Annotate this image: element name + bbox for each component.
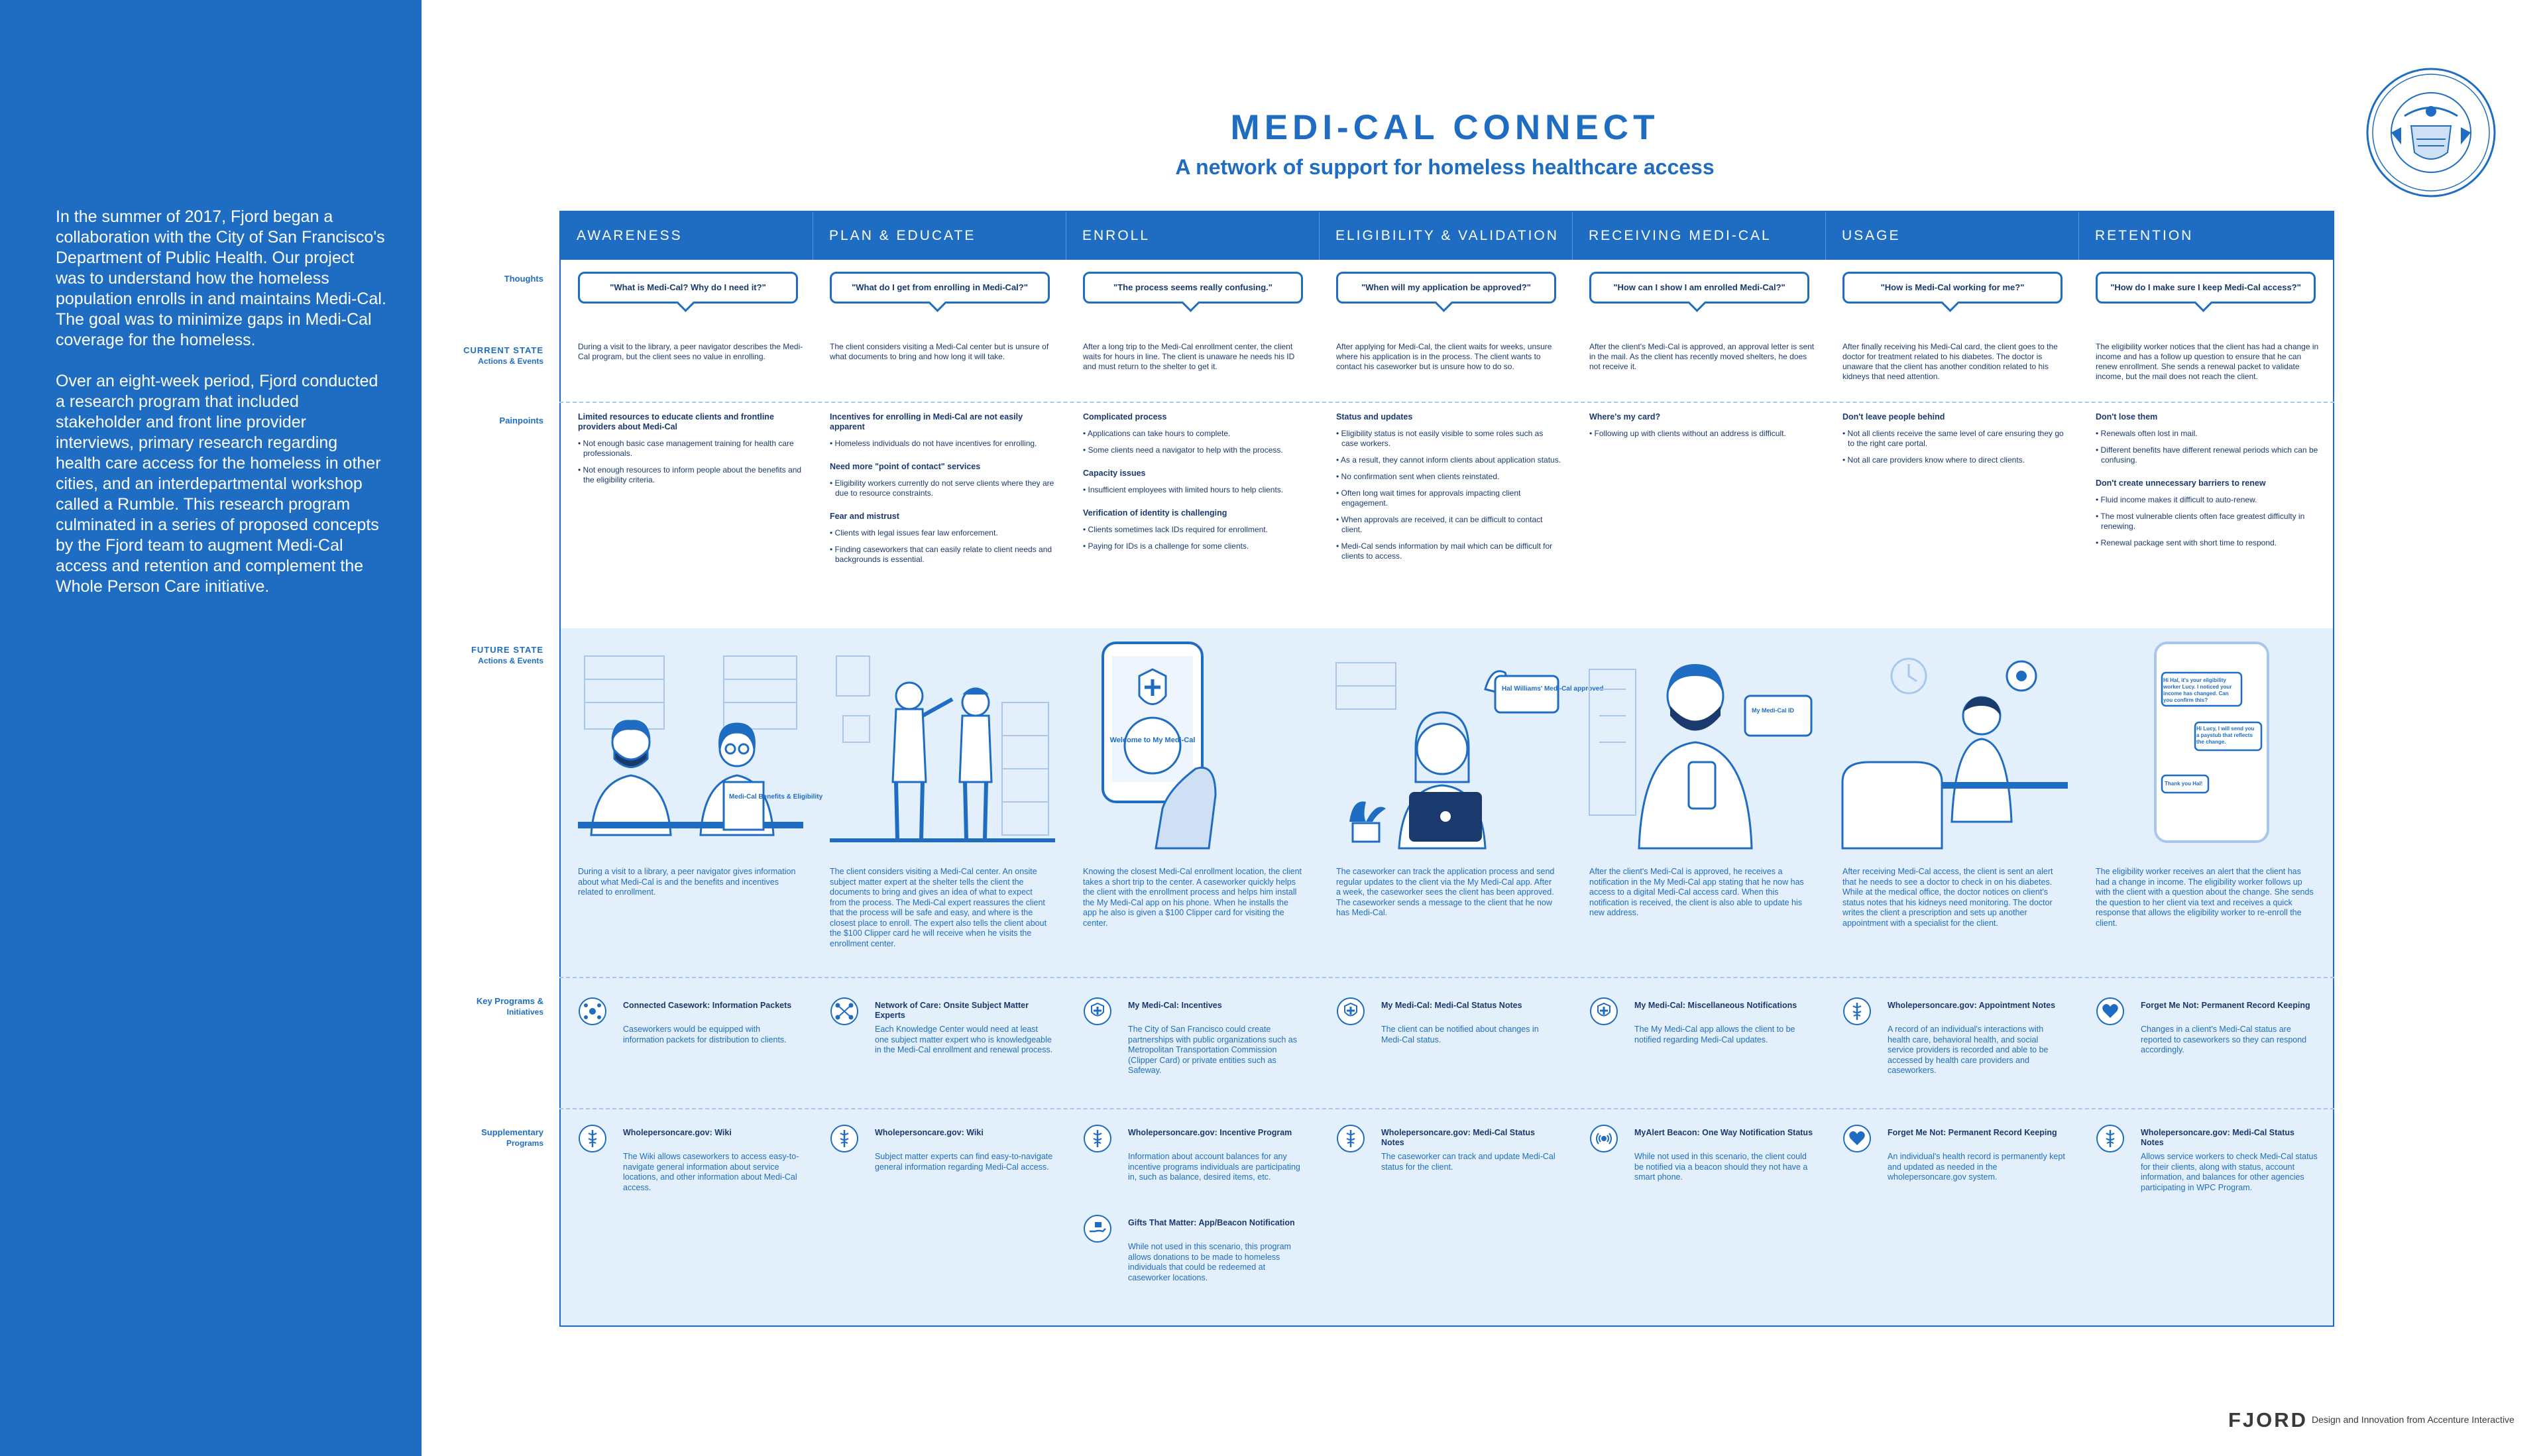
painpoint-item: • Fluid income makes it difficult to auto-renew. xyxy=(2096,495,2257,504)
illustration-caseworker-laptop xyxy=(1336,649,1604,848)
painpoint-item: • No confirmation sent when clients reinstated. xyxy=(1336,472,1500,481)
key-program-desc: The My Medi-Cal app allows the client to be notified regarding Medi-Cal updates. xyxy=(1634,1025,1795,1044)
phase-usage: USAGE xyxy=(1825,212,2078,260)
painpoint-heading: Incentives for enrolling in Medi-Cal are not easily apparent xyxy=(830,412,1023,431)
shield-icon xyxy=(1083,997,1112,1026)
painpoint-heading: Don't lose them xyxy=(2096,412,2158,421)
thought-bubble: "How is Medi-Cal working for me?" xyxy=(1842,272,2063,304)
fjord-tagline: Design and Innovation from Accenture Interactive xyxy=(2312,1414,2515,1425)
key-program-title: Wholepersoncare.gov: Appointment Notes xyxy=(1888,1001,2056,1010)
painpoints xyxy=(578,412,803,498)
caduceus-icon xyxy=(1842,997,1872,1026)
supplementary-desc: Information about account balances for any incentive programs individuals are participating in, such as balance, desired items, etc. xyxy=(1128,1152,1300,1182)
painpoints xyxy=(1842,412,2068,478)
painpoint-item: • Eligibility status is not easily visible to some roles such as case workers. xyxy=(1336,429,1544,448)
phase-receiving: RECEIVING MEDI-CAL xyxy=(1572,212,1825,260)
illustration-library-navigator xyxy=(578,649,823,848)
intro-sidebar xyxy=(0,0,422,1456)
painpoint-item: • Some clients need a navigator to help with the process. xyxy=(1083,445,1283,455)
future-state-text: After receiving Medi-Cal access, the client is sent an alert that he needs to see a doctor to check in on his diabetes. While at the medical office, the doctor notices on client's status notes that his kidneys need monitoring. The doctor writes the client a prescription and sets up another appointment with a specialist for the client. xyxy=(1842,867,2053,928)
intro-text xyxy=(56,207,387,618)
beacon-icon xyxy=(1589,1124,1618,1153)
painpoint-item: • Eligibility workers currently do not serve clients where they are due to resource constraints. xyxy=(830,478,1054,498)
row-divider xyxy=(559,402,2334,403)
future-state-text: The eligibility worker receives an alert that the client has had a change in income. The eligibility worker follows up with the client with a question about the change. She sends the question to her client via text and receives a quick response that allows the eligibility worker to re-enroll the client. xyxy=(2096,867,2314,928)
future-state-text: Knowing the closest Medi-Cal enrollment location, the client takes a short trip to the center. A caseworker quickly helps the client with the enrollment process and helps him install the My Medi-Cal app on his phone. When he installs the app he also is given a $100 Clipper card for visiting the center. xyxy=(1083,867,1302,928)
painpoint-item: • Following up with clients without an address is difficult. xyxy=(1589,429,1786,438)
network-icon xyxy=(578,997,607,1026)
painpoint-item: • When approvals are received, it can be difficult to contact client. xyxy=(1336,515,1543,534)
supplementary-title: Wholepersoncare.gov: Incentive Program xyxy=(1128,1128,1292,1137)
supplementary-desc: An individual's health record is permanently kept and updated as needed in the wholepersoncare.gov system. xyxy=(1888,1152,2065,1182)
supplementary-title: Gifts That Matter: App/Beacon Notification xyxy=(1128,1218,1295,1227)
thought-bubble: "What is Medi-Cal? Why do I need it?" xyxy=(578,272,798,304)
row-label-key-programs: Key Programs & Initiatives xyxy=(476,996,543,1017)
key-program-desc: The client can be notified about changes in Medi-Cal status. xyxy=(1381,1025,1539,1044)
key-program-title: Forget Me Not: Permanent Record Keeping xyxy=(2141,1001,2310,1010)
phase-retention: RETENTION xyxy=(2078,212,2333,260)
supplementary-desc: While not used in this scenario, this program allows donations to be made to homeless individuals that could be redeemed at caseworker locations. xyxy=(1128,1242,1291,1282)
painpoint-heading: Limited resources to educate clients and frontline providers about Medi-Cal xyxy=(578,412,774,431)
current-state-text: After finally receiving his Medi-Cal card, the client goes to the doctor for treatment related to his diabetes. The doctor is unaware that the client has another condition related to his kidneys that need attention. xyxy=(1842,342,2058,381)
painpoint-heading: Don't leave people behind xyxy=(1842,412,1945,421)
page-subtitle: A network of support for homeless healthcare access xyxy=(1175,155,1715,179)
painpoint-item: • Renewals often lost in mail. xyxy=(2096,429,2198,438)
painpoint-heading: Don't create unnecessary barriers to renew xyxy=(2096,478,2266,488)
current-state-text: The client considers visiting a Medi-Cal center but is unsure of what documents to bring and how long it will take. xyxy=(830,342,1049,361)
illustration-label: Welcome to My Medi-Cal xyxy=(1109,736,1196,744)
caduceus-icon xyxy=(830,1124,859,1153)
illustration-label: Medi-Cal Benefits & Eligibility xyxy=(729,793,823,801)
fjord-logo: FJORD xyxy=(2228,1408,2308,1431)
illustration-label: Hal Williams' Medi-Cal approved xyxy=(1502,685,1604,693)
shield-icon xyxy=(1589,997,1618,1026)
future-state-text: During a visit to a library, a peer navigator gives information about what Medi-Cal is and the benefits and incentives related to enrollment. xyxy=(578,867,796,897)
supplementary-title: Wholepersoncare.gov: Wiki xyxy=(875,1128,984,1137)
painpoint-item: • Medi-Cal sends information by mail which can be difficult for clients to access. xyxy=(1336,541,1553,561)
illustration-client-phone xyxy=(1589,649,1815,848)
painpoint-heading: Complicated process xyxy=(1083,412,1167,421)
supplementary-title: Wholepersoncare.gov: Medi-Cal Status Notes xyxy=(2141,1128,2294,1147)
row-label-supplementary: Supplementary Programs xyxy=(481,1127,543,1148)
supplementary-desc: Subject matter experts can find easy-to-navigate general information regarding Medi-Cal access. xyxy=(875,1152,1053,1172)
supplementary-desc: The Wiki allows caseworkers to access easy-to-navigate general information about service locations, and other information about Medi-Cal access. xyxy=(623,1152,799,1192)
shield-icon xyxy=(1336,997,1365,1026)
illustration-shelter-expert xyxy=(830,649,1055,848)
painpoints xyxy=(1083,412,1308,565)
journey-board xyxy=(559,211,2334,1327)
illustration-doctor-visit xyxy=(1842,649,2068,848)
intro-paragraph: Over an eight-week period, Fjord conducted a research program that included stakeholder and front line provider interviews, primary research regarding health care access for the homeless in other cities, and an interdepartmental workshop called a Rumble. This research program culminated in a series of proposed concepts by the Fjord team to augment Medi-Cal access and retention and complement the Whole Person Care initiative. xyxy=(56,372,381,596)
future-state-text: After the client's Medi-Cal is approved, he receives a notification in the My Medi-Cal app stating that he now has access to a digital Medi-Cal access card. When this notification is received, the client is also able to update his new address. xyxy=(1589,867,1804,917)
chat-message-worker: Thank you Hal! xyxy=(2165,781,2203,787)
thought-bubble: "What do I get from enrolling in Medi-Cal?" xyxy=(830,272,1050,304)
caduceus-icon xyxy=(1336,1124,1365,1153)
key-program-title: Connected Casework: Information Packets xyxy=(623,1001,792,1010)
painpoint-item: • Not all care providers know where to direct clients. xyxy=(1842,455,2025,465)
phase-header-bar xyxy=(561,212,2333,260)
caduceus-icon xyxy=(1083,1124,1112,1153)
key-program-desc: Caseworkers would be equipped with information packets for distribution to clients. xyxy=(623,1025,787,1044)
painpoint-item: • Paying for IDs is a challenge for some clients. xyxy=(1083,541,1249,551)
key-program-desc: The City of San Francisco could create partnerships with public organizations such as Metropolitan Transportation Commission (Clipper Card) or private entities such as Safeway. xyxy=(1128,1025,1297,1075)
painpoint-item: • Not enough basic case management training for health care professionals. xyxy=(578,439,794,458)
painpoint-heading: Fear and mistrust xyxy=(830,512,899,521)
row-label-thoughts: Thoughts xyxy=(504,274,543,284)
supplementary-title: MyAlert Beacon: One Way Notification Status xyxy=(1634,1128,1813,1137)
painpoint-heading: Where's my card? xyxy=(1589,412,1661,421)
row-divider xyxy=(559,977,2334,978)
row-divider xyxy=(559,1108,2334,1109)
row-label-current-state: CURRENT STATE Actions & Events xyxy=(463,345,543,366)
painpoint-item: • Renewal package sent with short time to respond. xyxy=(2096,538,2277,547)
caduceus-icon xyxy=(578,1124,607,1153)
painpoint-item: • Not enough resources to inform people about the benefits and the eligibility criteria. xyxy=(578,465,802,484)
painpoint-item: • Finding caseworkers that can easily relate to client needs and backgrounds is essential. xyxy=(830,545,1052,564)
key-program-desc: Changes in a client's Medi-Cal status are reported to caseworkers so they can respond accordingly. xyxy=(2141,1025,2307,1054)
phase-awareness: AWARENESS xyxy=(577,228,683,243)
supplementary-title: Wholepersoncare.gov: Wiki xyxy=(623,1128,732,1137)
supplementary-title: Wholepersoncare.gov: Medi-Cal Status Notes xyxy=(1381,1128,1535,1147)
painpoint-heading: Status and updates xyxy=(1336,412,1413,421)
chat-message-client: Hi Lucy, I will send you a paystub that reflects the change. xyxy=(2196,726,2255,745)
key-program-title: My Medi-Cal: Incentives xyxy=(1128,1001,1222,1010)
painpoint-item: • Different benefits have different renewal periods which can be confusing. xyxy=(2096,445,2318,465)
future-state-text: The client considers visiting a Medi-Cal center. An onsite subject matter expert at the shelter tells the client the documents to bring and gives an idea of what to expect from the process. The Medi-Cal expert reassures the client that the process will be safe and easy, and where is the closest place to enroll. The expert also tells the client about the $100 Clipper card he will receive when he visits the enrollment center. xyxy=(830,867,1047,948)
phase-plan-educate: PLAN & EDUCATE xyxy=(813,212,1066,260)
painpoint-item: • Homeless individuals do not have incentives for enrolling. xyxy=(830,439,1037,448)
chat-message-worker: Hi Hal, it's your eligibility worker Lucy. I noticed your income has changed. Can you confirm this? xyxy=(2163,677,2232,703)
illustration-phone-app xyxy=(1083,649,1308,848)
future-state-text: The caseworker can track the application process and send regular updates to the client via the My Medi-Cal app. After a week, the caseworker sees the client has been approved. The caseworker sends a message to the client that he now has Medi-Cal. xyxy=(1336,867,1555,917)
current-state-text: The eligibility worker notices that the client has had a change in income and has a follow up question to ensure that he can renew enrollment. She sends a renewal packet to validate income, but the mail does not reach the client. xyxy=(2096,342,2319,381)
current-state-text: After the client's Medi-Cal is approved, an approval letter is sent in the mail. As the client has recently moved shelters, he does not receive it. xyxy=(1589,342,1815,371)
thought-bubble: "The process seems really confusing." xyxy=(1083,272,1303,304)
painpoints xyxy=(1589,412,1815,452)
painpoints xyxy=(1336,412,1561,575)
current-state-text: After applying for Medi-Cal, the client waits for weeks, unsure where his application is in the process. The client wants to contact his caseworker but is unsure how to do so. xyxy=(1336,342,1552,371)
hand-icon xyxy=(1083,1214,1112,1243)
thought-bubble: "When will my application be approved?" xyxy=(1336,272,1556,304)
row-label-painpoints: Painpoints xyxy=(499,416,543,425)
key-program-title: Network of Care: Onsite Subject Matter Experts xyxy=(875,1001,1029,1020)
key-program-desc: Each Knowledge Center would need at least one subject matter expert who is knowledgeable in the Medi-Cal enrollment and renewal process. xyxy=(875,1025,1053,1054)
supplementary-desc: The caseworker can track and update Medi-Cal status for the client. xyxy=(1381,1152,1555,1172)
city-seal-icon xyxy=(2365,66,2497,199)
supplementary-desc: Allows service workers to check Medi-Cal status for their clients, along with status, account information, and balances for other agencies participating in WPC Program. xyxy=(2141,1152,2318,1192)
painpoint-heading: Capacity issues xyxy=(1083,469,1146,478)
thought-bubble: "How can I show I am enrolled Medi-Cal?" xyxy=(1589,272,1809,304)
key-program-title: My Medi-Cal: Miscellaneous Notifications xyxy=(1634,1001,1797,1010)
illustration-label: My Medi-Cal ID xyxy=(1752,707,1795,714)
painpoint-item: • Not all clients receive the same level of care ensuring they go to the right care portal. xyxy=(1842,429,2064,448)
key-program-desc: A record of an individual's interactions with health care, behavioral health, and social service providers is recorded and able to be accessed by health care providers and caseworkers. xyxy=(1888,1025,2049,1075)
supplementary-desc: While not used in this scenario, the client could be notified via a beacon should they not have a smart phone. xyxy=(1634,1152,1808,1182)
intro-paragraph: In the summer of 2017, Fjord began a collaboration with the City of San Francisco's Department of Public Health. Our project was to understand how the homeless population enrolls in and maintains Medi-Cal. The goal was to minimize gaps in Medi-Cal coverage for the homeless. xyxy=(56,207,386,349)
phase-eligibility: ELIGIBILITY & VALIDATION xyxy=(1319,212,1572,260)
thought-bubble: "How do I make sure I keep Medi-Cal access?" xyxy=(2096,272,2316,304)
painpoint-heading: Need more "point of contact" services xyxy=(830,462,981,471)
supplementary-title: Forget Me Not: Permanent Record Keeping xyxy=(1888,1128,2057,1137)
painpoint-item: • Clients sometimes lack IDs required for enrollment. xyxy=(1083,525,1268,534)
painpoints xyxy=(2096,412,2321,561)
painpoint-item: • As a result, they cannot inform clients about application status. xyxy=(1336,455,1561,465)
heart-icon xyxy=(1842,1124,1872,1153)
painpoint-item: • Clients with legal issues fear law enforcement. xyxy=(830,528,998,537)
painpoints xyxy=(830,412,1055,578)
row-label-future-state: FUTURE STATE Actions & Events xyxy=(471,645,543,665)
heart-icon xyxy=(2096,997,2125,1026)
painpoint-item: • Often long wait times for approvals impacting client engagement. xyxy=(1336,488,1521,508)
painpoint-heading: Verification of identity is challenging xyxy=(1083,508,1227,518)
phase-enroll: ENROLL xyxy=(1066,212,1319,260)
painpoint-item: • Insufficient employees with limited hours to help clients. xyxy=(1083,485,1284,494)
painpoint-item: • The most vulnerable clients often face greatest difficulty in renewing. xyxy=(2096,512,2305,531)
current-state-text: After a long trip to the Medi-Cal enrollment center, the client waits for hours in line. The client is unaware he needs his ID and must return to the shelter to get it. xyxy=(1083,342,1295,371)
caduceus-icon xyxy=(2096,1124,2125,1153)
painpoint-item: • Applications can take hours to complete. xyxy=(1083,429,1231,438)
network-icon xyxy=(830,997,859,1026)
current-state-text: During a visit to the library, a peer navigator describes the Medi-Cal program, but the client sees no value in enrolling. xyxy=(578,342,803,361)
page-title: MEDI-CAL CONNECT xyxy=(1230,108,1660,147)
key-program-title: My Medi-Cal: Medi-Cal Status Notes xyxy=(1381,1001,1522,1010)
